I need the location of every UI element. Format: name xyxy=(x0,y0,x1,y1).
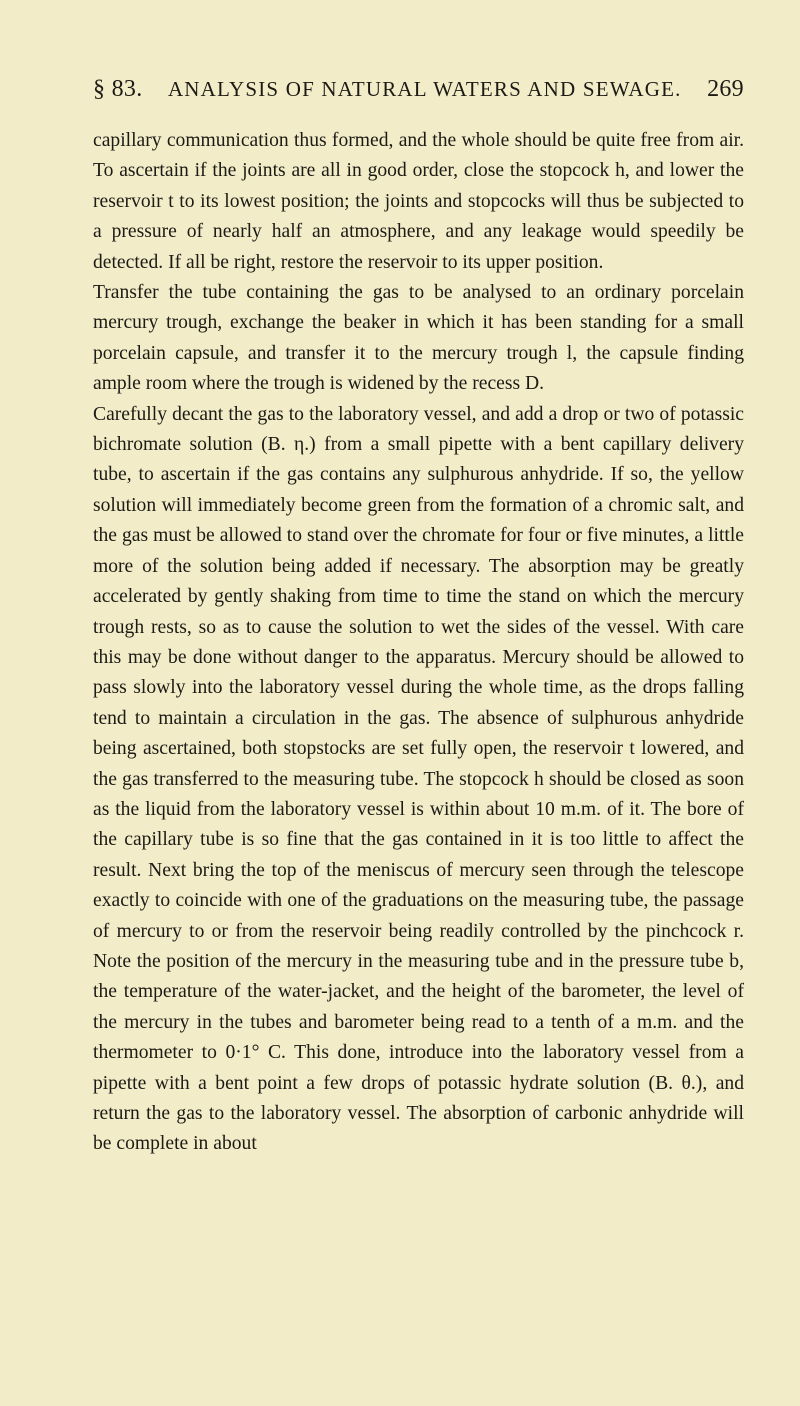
page-header xyxy=(93,76,744,110)
section-number: § 83. xyxy=(93,76,143,102)
paragraph: capillary communication thus formed, and the whole should be quite free from air. To ascertain if the joints are all in good order, close the stopcock h, and lower the reservoir t to its lowest position; the joints and stopcocks will thus be subjected to a pressure of nearly half an atmosphere, and any leakage would speedily be detected. If all be right, restore the reservoir to its upper position. xyxy=(93,130,744,273)
paragraph: Carefully decant the gas to the laboratory vessel, and add a drop or two of potassic bichromate solution (B. η.) from a small pipette with a bent capillary delivery tube, to ascertain if the gas contains any sulphurous anhydride. If so, the yellow solution will immediately become green from the formation of a chromic salt, and the gas must be allowed to stand over the chromate for four or five minutes, a little more of the solution being added if necessary. The absorption may be greatly accelerated by gently shaking from time to time the stand on which the mercury trough rests, so as to cause the solution to wet the sides of the vessel. With care this may be done without danger to the apparatus. Mercury should be allowed to pass slowly into the laboratory vessel during the whole time, as the drops falling tend to maintain a circulation in the gas. The absence of sulphurous anhydride being ascertained, both stopstocks are set fully open, the reservoir t lowered, and the gas transferred to the measuring tube. The stopcock h should be closed as soon as the liquid from the laboratory vessel is within about 10 m.m. of it. The bore of the capillary tube is so fine that the gas contained in it is too little to affect the result. Next bring the top of the meniscus of mercury seen through the telescope exactly to coincide with one of the graduations on the measuring tube, the passage of mercury to or from the reservoir being readily controlled by the pinchcock r. Note the position of the mercury in the measuring tube and in the pressure tube b, the temperature of the water-jacket, and the height of the barometer, the level of the mercury in the tubes and barometer being read to a tenth of a m.m. and the thermometer to 0·1° C. This done, introduce into the laboratory vessel from a pipette with a bent point a few drops of potassic hydrate solution (B. θ.), and return the gas to the laboratory vessel. The absorption of carbonic anhydride will be complete in about xyxy=(93,403,744,1155)
page-number: 269 xyxy=(707,76,744,102)
running-title: ANALYSIS OF NATURAL WATERS AND SEWAGE. xyxy=(167,77,682,101)
paragraph: Transfer the tube containing the gas to be analysed to an ordinary porcelain mercury trough, exchange the beaker in which it has been standing for a small porcelain capsule, and transfer it to the mercury trough l, the capsule finding ample room where the trough is widened by the recess D. xyxy=(93,282,744,395)
body-text xyxy=(93,126,744,1160)
